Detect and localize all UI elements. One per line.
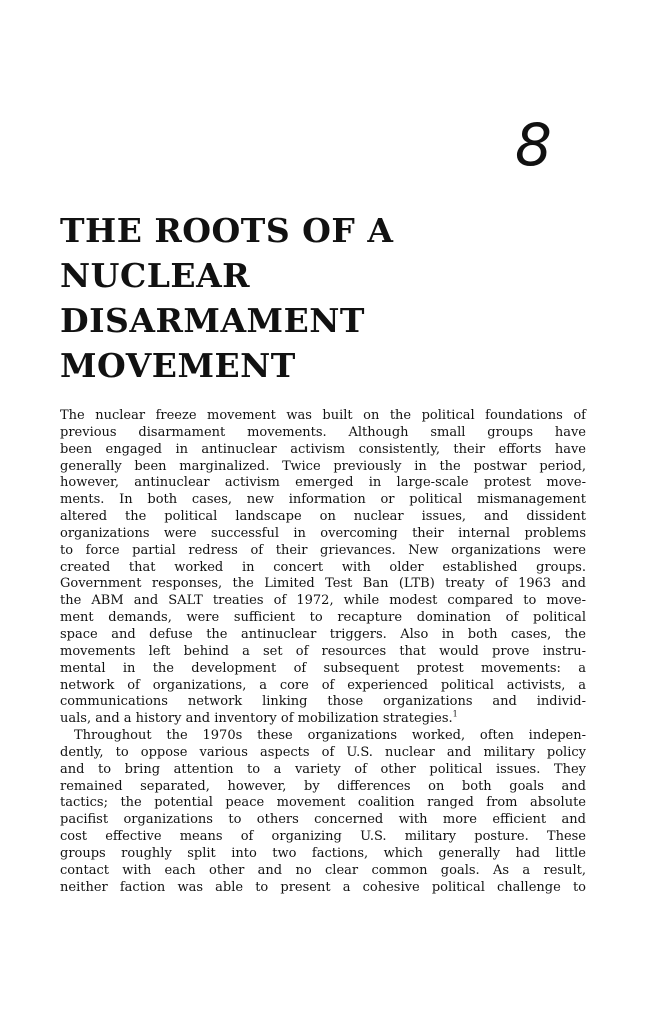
text-line: neither faction was able to present a cohesive political challenge to	[60, 879, 586, 895]
text-line: pacifist organizations to others concerned with more efficient and	[60, 812, 586, 828]
text-line: groups roughly split into two factions, which generally had little	[60, 845, 586, 861]
text-line-with-footnote	[60, 711, 586, 728]
chapter-title-line: THE ROOTS OF A	[60, 211, 394, 250]
text-line: organizations were successful in overcoming their internal problems	[60, 525, 586, 541]
text-line: altered the political landscape on nuclear issues, and dissident	[60, 509, 586, 525]
text-line: space and defuse the antinuclear triggers. Also in both cases, the	[60, 626, 586, 642]
chapter-title-line: NUCLEAR	[60, 256, 251, 295]
text-line: generally been marginalized. Twice previously in the postwar period,	[60, 458, 586, 474]
text-line: contact with each other and no clear common goals. As a result,	[60, 862, 586, 878]
text-line: ments. In both cases, new information or political mismanagement	[60, 492, 586, 508]
chapter-title-line: MOVEMENT	[60, 346, 296, 385]
text-line: been engaged in antinuclear activism consistently, their efforts have	[60, 441, 586, 457]
text-line: mental in the development of subsequent protest movements: a	[60, 660, 586, 676]
text-line: however, antinuclear activism emerged in large-scale protest move-	[60, 475, 586, 491]
text-line: tactics; the potential peace movement coalition ranged from absolute	[60, 795, 586, 811]
paragraph	[60, 728, 586, 896]
text-line: created that worked in concert with older established groups.	[60, 559, 586, 575]
text-line: cost effective means of organizing U.S. military posture. These	[60, 829, 586, 845]
text-line: remained separated, however, by differences on both goals and	[60, 778, 586, 794]
text-line: the ABM and SALT treaties of 1972, while modest compared to move-	[60, 593, 586, 609]
text-line: communications network linking those organizations and individ-	[60, 694, 586, 710]
text-line: to force partial redress of their grievances. New organizations were	[60, 542, 586, 558]
text-line: previous disarmament movements. Although small groups have	[60, 424, 586, 440]
chapter-title-line: DISARMAMENT	[60, 301, 365, 340]
text-line: movements left behind a set of resources that would prove instru-	[60, 643, 586, 659]
text-line: The nuclear freeze movement was built on the political foundations of	[60, 408, 586, 423]
body-text	[60, 408, 586, 896]
text-line: network of organizations, a core of experienced political activists, a	[60, 677, 586, 693]
text-line: Throughout the 1970s these organizations worked, often indepen-	[74, 728, 586, 744]
text-line: and to bring attention to a variety of other political issues. They	[60, 761, 586, 777]
text-line: Government responses, the Limited Test Ban (LTB) treaty of 1963 and	[60, 576, 586, 592]
text-line: dently, to oppose various aspects of U.S. nuclear and military policy	[60, 744, 586, 760]
text-line: ment demands, were sufficient to recapture domination of political	[60, 610, 586, 626]
chapter-title	[60, 208, 393, 388]
text-line: uals, and a history and inventory of mobilization strategies.	[60, 711, 453, 727]
chapter-number: 8	[515, 111, 552, 179]
paragraph	[60, 408, 586, 728]
footnote-marker[interactable]: 1	[452, 709, 458, 719]
